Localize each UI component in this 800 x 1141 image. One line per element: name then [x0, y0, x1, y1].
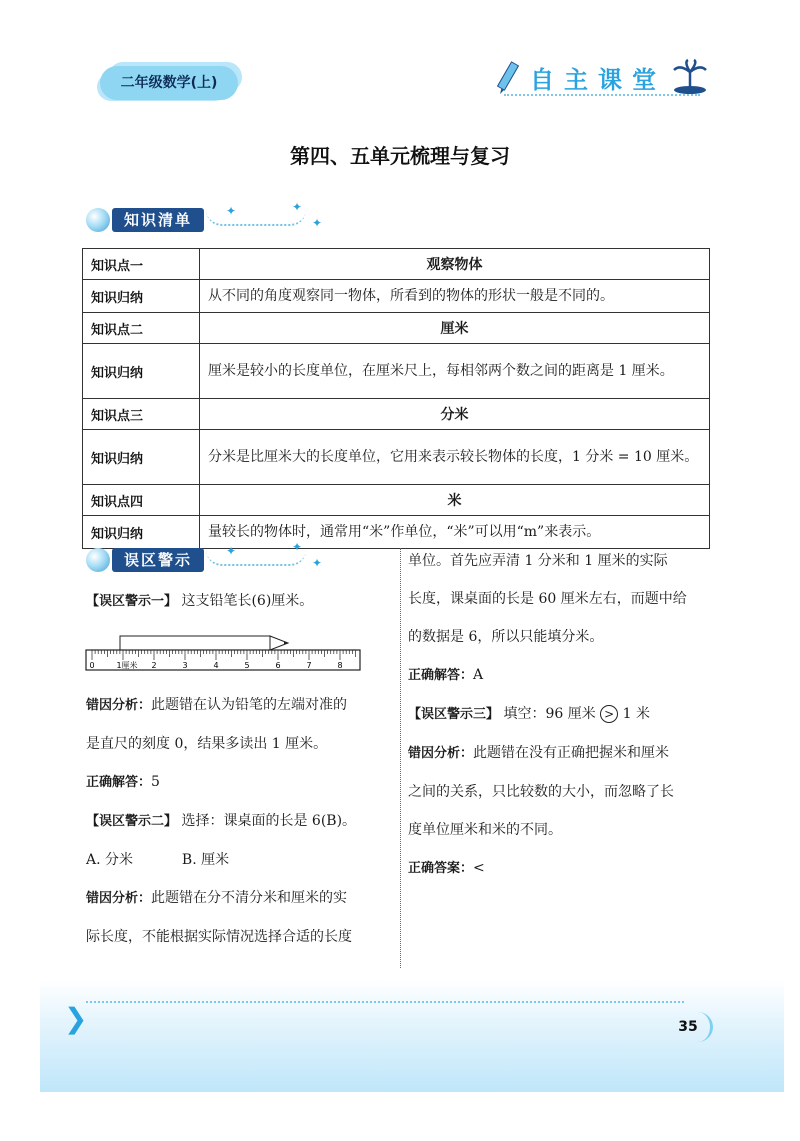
- table-row: [83, 399, 710, 430]
- banner-orb: [86, 548, 110, 572]
- column-divider: [400, 548, 401, 968]
- star-icon: ✦: [226, 544, 237, 558]
- analysis-two: [86, 879, 390, 918]
- answer-one-label: 正确解答：: [86, 775, 152, 790]
- ruler-label: 6: [275, 661, 281, 670]
- ruler-label: 2: [151, 661, 157, 670]
- summary-text: 厘米是较小的长度单位，在厘米尺上，每相邻两个数之间的距离是 1 厘米。: [200, 344, 710, 399]
- mistakes-banner: [86, 540, 336, 576]
- star-icon: ✦: [292, 200, 303, 214]
- answer-one-value: 5: [151, 774, 160, 790]
- warning-three-text: 填空：96 厘米: [503, 706, 596, 722]
- answer-two-label: 正确解答：: [408, 668, 474, 683]
- analysis-two-line3: 单位。首先应弄清 1 分米和 1 厘米的实际: [408, 553, 668, 569]
- analysis-three-line2: 之间的关系，只比较数的大小，而忽略了长: [408, 784, 674, 800]
- analysis-one-line2: 是直尺的刻度 0，结果多读出 1 厘米。: [86, 736, 328, 752]
- mistakes-heading: 误区警示: [112, 548, 204, 572]
- topic-title: 分米: [200, 399, 710, 430]
- row-key: 知识点二: [83, 313, 200, 344]
- analysis-two-line4: 长度，课桌面的长是 60 厘米左右，而题中给: [408, 591, 687, 607]
- knowledge-banner: [86, 200, 336, 236]
- left-column: [86, 582, 390, 621]
- star-icon: ✦: [312, 216, 323, 230]
- analysis-three-label: 错因分析：: [408, 746, 474, 761]
- analysis-three-line3: 度单位厘米和米的不同。: [408, 822, 562, 838]
- option-a: A. 分米: [86, 852, 134, 868]
- footer-dotted-line: [86, 1001, 684, 1003]
- compare-symbol-circle: >: [600, 705, 618, 723]
- topic-title: 米: [200, 485, 710, 516]
- analysis-two-line1: 此题错在分不清分米和厘米的实: [151, 890, 348, 906]
- topic-title: 观察物体: [200, 249, 710, 280]
- warning-three-label: 【误区警示三】: [408, 707, 500, 722]
- table-row: [83, 313, 710, 344]
- analysis-one-label: 错因分析：: [86, 698, 152, 713]
- brand-title: 自主课堂: [530, 66, 666, 94]
- pencil-drawing: [120, 636, 288, 650]
- answer-two: [408, 656, 712, 695]
- knowledge-table: [82, 248, 710, 549]
- palm-island-icon: [670, 58, 710, 96]
- ruler-label: 8: [337, 661, 343, 670]
- table-row: [83, 280, 710, 313]
- warning-one: [86, 582, 390, 621]
- ruler-label: 4: [213, 661, 219, 670]
- warning-three-unit: 1 米: [622, 706, 650, 722]
- table-row: [83, 344, 710, 399]
- analysis-two-line2: 际长度，不能根据实际情况选择合适的长度: [86, 929, 352, 945]
- banner-wave: [206, 210, 306, 226]
- table-row: [83, 430, 710, 485]
- pencil-icon: [496, 56, 526, 96]
- warning-two-options: [86, 841, 390, 879]
- left-column-lower: [86, 686, 390, 956]
- analysis-three: [408, 734, 712, 773]
- row-key: 知识点四: [83, 485, 200, 516]
- banner-orb: [86, 208, 110, 232]
- warning-two-label: 【误区警示二】: [86, 814, 178, 829]
- analysis-two-label: 错因分析：: [86, 891, 152, 906]
- chevron-right-icon: ❯: [64, 1002, 88, 1035]
- analysis-one-line1: 此题错在认为铅笔的左端对准的: [151, 697, 348, 713]
- warning-two: [86, 802, 390, 841]
- ruler-label: 5: [244, 661, 250, 670]
- answer-one: [86, 763, 390, 802]
- row-key: 知识点一: [83, 249, 200, 280]
- answer-three: [408, 849, 712, 888]
- option-b: B. 厘米: [181, 852, 230, 868]
- answer-two-value: A: [473, 667, 484, 683]
- warning-one-text: 这支铅笔长(6)厘米。: [181, 593, 314, 609]
- answer-three-label: 正确答案：: [408, 861, 474, 876]
- table-row: [83, 485, 710, 516]
- star-icon: ✦: [226, 204, 237, 218]
- row-key: 知识归纳: [83, 344, 200, 399]
- right-column: [408, 542, 712, 888]
- ruler-figure: [84, 632, 364, 676]
- page-number: 35: [666, 1012, 713, 1042]
- ruler-label: 0: [89, 661, 95, 670]
- row-key: 知识归纳: [83, 280, 200, 313]
- answer-three-value: <: [473, 860, 485, 876]
- row-key: 知识归纳: [83, 516, 200, 549]
- ruler-label: 3: [182, 661, 188, 670]
- table-row: [83, 249, 710, 280]
- summary-text: 量较长的物体时，通常用“米”作单位，“米”可以用“m”来表示。: [200, 516, 710, 549]
- warning-one-label: 【误区警示一】: [86, 594, 178, 609]
- warning-three: [408, 695, 712, 734]
- warning-two-text: 选择：课桌面的长是 6(B)。: [181, 813, 357, 829]
- star-icon: ✦: [292, 540, 303, 554]
- analysis-one: [86, 686, 390, 725]
- row-key: 知识归纳: [83, 430, 200, 485]
- ruler-label: 7: [306, 661, 312, 670]
- analysis-two-line5: 的数据是 6，所以只能填分米。: [408, 629, 604, 645]
- analysis-three-line1: 此题错在没有正确把握米和厘米: [473, 745, 670, 761]
- ruler-label: 1厘米: [116, 661, 138, 670]
- banner-wave: [206, 550, 306, 566]
- topic-title: 厘米: [200, 313, 710, 344]
- page-title: 第四、五单元梳理与复习: [290, 144, 510, 168]
- summary-text: 从不同的角度观察同一物体，所看到的物体的形状一般是不同的。: [200, 280, 710, 313]
- knowledge-heading: 知识清单: [112, 208, 204, 232]
- summary-text: 分米是比厘米大的长度单位，它用来表示较长物体的长度，1 分米 = 10 厘米。: [200, 430, 710, 485]
- star-icon: ✦: [312, 556, 323, 570]
- grade-label: 二年级数学(上): [120, 75, 218, 91]
- row-key: 知识点三: [83, 399, 200, 430]
